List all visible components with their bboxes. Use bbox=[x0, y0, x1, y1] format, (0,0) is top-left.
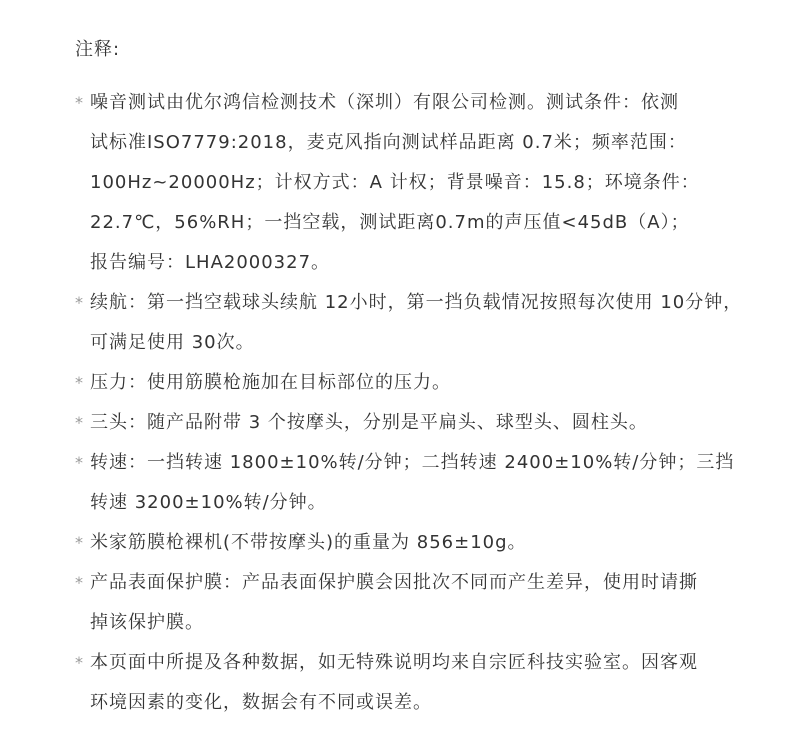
note-item-weight bbox=[75, 523, 790, 563]
notes-title: 注释: bbox=[75, 39, 121, 60]
note-line: 转速：一挡转速 1800±10%转/分钟；二挡转速 2400±10%转/分钟；三挡 bbox=[90, 452, 735, 473]
note-item-noise-test bbox=[75, 83, 790, 283]
note-marker: * bbox=[75, 573, 83, 592]
note-line: 可满足使用 30次。 bbox=[90, 332, 255, 353]
note-line: 试标准ISO7779:2018，麦克风指向测试样品距离 0.7米；频率范围： bbox=[90, 132, 687, 153]
note-marker: * bbox=[75, 93, 83, 112]
note-line: 产品表面保护膜：产品表面保护膜会因批次不同而产生差异，使用时请撕 bbox=[90, 572, 698, 593]
notes-list bbox=[75, 83, 790, 723]
note-line: 环境因素的变化，数据会有不同或误差。 bbox=[90, 692, 432, 713]
note-line: 100Hz~20000Hz；计权方式：A 计权；背景噪音：15.8；环境条件： bbox=[90, 172, 700, 193]
note-text bbox=[90, 83, 790, 283]
note-line: 22.7℃，56%RH；一挡空载，测试距离0.7m的声压值<45dB（A）； bbox=[90, 212, 690, 233]
note-marker: * bbox=[75, 373, 83, 392]
note-item-pressure bbox=[75, 363, 790, 403]
note-line: 报告编号：LHA2000327。 bbox=[90, 252, 331, 273]
note-line: 压力：使用筋膜枪施加在目标部位的压力。 bbox=[90, 372, 451, 393]
note-line: 掉该保护膜。 bbox=[90, 612, 204, 633]
note-line: 三头：随产品附带 3 个按摩头，分别是平扁头、球型头、圆柱头。 bbox=[90, 412, 648, 433]
note-line: 转速 3200±10%转/分钟。 bbox=[90, 492, 327, 513]
note-text bbox=[90, 563, 790, 643]
note-item-protective-film bbox=[75, 563, 790, 643]
note-text bbox=[90, 643, 790, 723]
note-text bbox=[90, 283, 790, 363]
note-marker: * bbox=[75, 453, 83, 472]
note-line: 本页面中所提及各种数据，如无特殊说明均来自宗匠科技实验室。因客观 bbox=[90, 652, 698, 673]
note-line: 米家筋膜枪裸机(不带按摩头)的重量为 856±10g。 bbox=[90, 532, 527, 553]
note-item-heads bbox=[75, 403, 790, 443]
note-item-battery-life bbox=[75, 283, 790, 363]
note-text bbox=[90, 443, 790, 523]
note-marker: * bbox=[75, 653, 83, 672]
note-item-data-source bbox=[75, 643, 790, 723]
note-marker: * bbox=[75, 413, 83, 432]
note-line: 噪音测试由优尔鸿信检测技术（深圳）有限公司检测。测试条件：依测 bbox=[90, 92, 679, 113]
note-item-speed bbox=[75, 443, 790, 523]
note-text bbox=[90, 363, 790, 403]
note-marker: * bbox=[75, 533, 83, 552]
note-text bbox=[90, 523, 790, 563]
note-marker: * bbox=[75, 293, 83, 312]
note-line: 续航：第一挡空载球头续航 12小时，第一挡负载情况按照每次使用 10分钟， bbox=[90, 292, 743, 313]
note-text bbox=[90, 403, 790, 443]
